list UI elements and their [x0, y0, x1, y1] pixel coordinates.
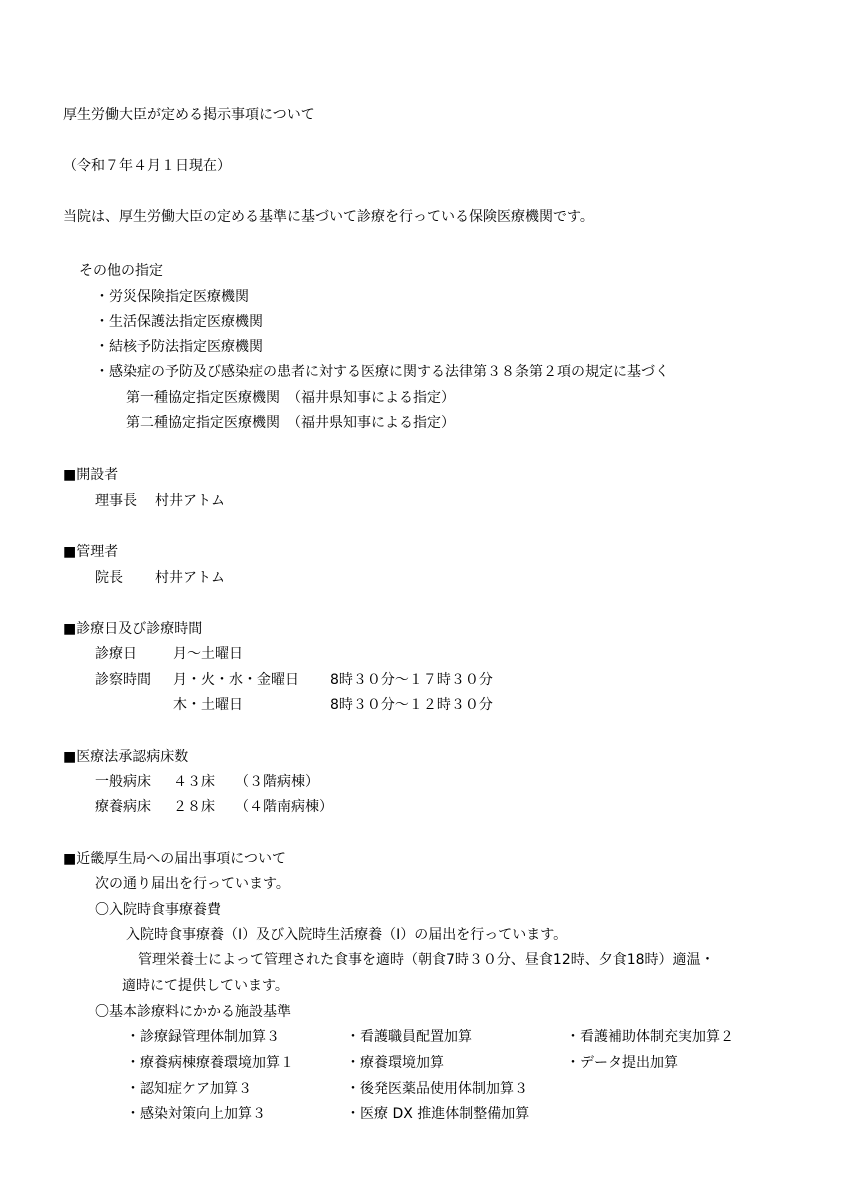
facility-standard-item: ・認知症ケア加算３: [126, 1081, 252, 1097]
clinic-hours-time: 8時３０分～１２時３０分: [330, 697, 493, 713]
manager-role: 院長: [95, 570, 123, 586]
designation-item: ・労災保険指定医療機関: [95, 289, 249, 305]
meal-heading: 〇入院時食事療養費: [95, 902, 221, 918]
bed-count: ４３床: [173, 774, 215, 790]
designation-sub-item: 第二種協定指定医療機関 （福井県知事による指定）: [126, 415, 455, 431]
bed-type: 療養病床: [95, 799, 151, 815]
intro-text: 当院は、厚生労働大臣の定める基準に基づいて診療を行っている保険医療機関です。: [63, 209, 594, 225]
designation-item: ・結核予防法指定医療機関: [95, 339, 263, 355]
meal-line: 入院時食事療養（Ⅰ）及び入院時生活療養（Ⅰ）の届出を行っています。: [126, 927, 568, 943]
manager-heading: ■管理者: [63, 544, 119, 560]
meal-line: 管理栄養士によって管理された食事を適時（朝食7時３０分、昼食12時、夕食18時）適温・: [138, 952, 715, 968]
bed-type: 一般病床: [95, 774, 151, 790]
clinic-hours-time: 8時３０分～１７時３０分: [330, 672, 493, 688]
bed-ward: （４階南病棟）: [235, 799, 333, 815]
clinic-hours-days: 木・土曜日: [173, 697, 243, 713]
designation-item: ・感染症の予防及び感染症の患者に対する医療に関する法律第３８条第２項の規定に基づく: [95, 364, 669, 380]
effective-date: （令和７年４月１日現在）: [63, 158, 231, 174]
bed-ward: （３階病棟）: [235, 774, 319, 790]
founder-name: 村井アトム: [155, 493, 225, 509]
facility-standard-item: ・データ提出加算: [566, 1055, 678, 1071]
clinic-hours-days: 月・火・水・金曜日: [173, 672, 299, 688]
notifications-intro: 次の通り届出を行っています。: [95, 876, 290, 892]
clinic-hours-label: 診察時間: [95, 672, 151, 688]
facility-standard-item: ・診療録管理体制加算３: [126, 1029, 280, 1045]
founder-role: 理事長: [95, 493, 137, 509]
facility-standard-item: ・看護職員配置加算: [346, 1029, 472, 1045]
facility-standard-item: ・後発医薬品使用体制加算３: [346, 1081, 528, 1097]
facility-standard-item: ・看護補助体制充実加算２: [566, 1029, 734, 1045]
manager-name: 村井アトム: [155, 570, 225, 586]
facility-standard-item: ・医療 DX 推進体制整備加算: [346, 1106, 530, 1122]
founder-heading: ■開設者: [63, 467, 119, 483]
designation-item: ・生活保護法指定医療機関: [95, 314, 263, 330]
notifications-heading: ■近畿厚生局への届出事項について: [63, 851, 286, 867]
hours-heading: ■診療日及び診療時間: [63, 621, 203, 637]
clinic-days-label: 診療日: [95, 646, 137, 662]
facility-standard-item: ・感染対策向上加算３: [126, 1106, 266, 1122]
document-title: 厚生労働大臣が定める掲示事項について: [63, 107, 315, 123]
facility-standards-heading: 〇基本診療料にかかる施設基準: [95, 1004, 291, 1020]
bed-count: ２８床: [173, 799, 215, 815]
designations-heading: その他の指定: [79, 263, 163, 279]
designation-sub-item: 第一種協定指定医療機関 （福井県知事による指定）: [126, 390, 455, 406]
facility-standard-item: ・療養病棟療養環境加算１: [126, 1055, 294, 1071]
facility-standard-item: ・療養環境加算: [346, 1055, 444, 1071]
meal-line: 適時にて提供しています。: [122, 978, 289, 994]
beds-heading: ■医療法承認病床数: [63, 749, 189, 765]
clinic-days-value: 月～土曜日: [173, 646, 243, 662]
